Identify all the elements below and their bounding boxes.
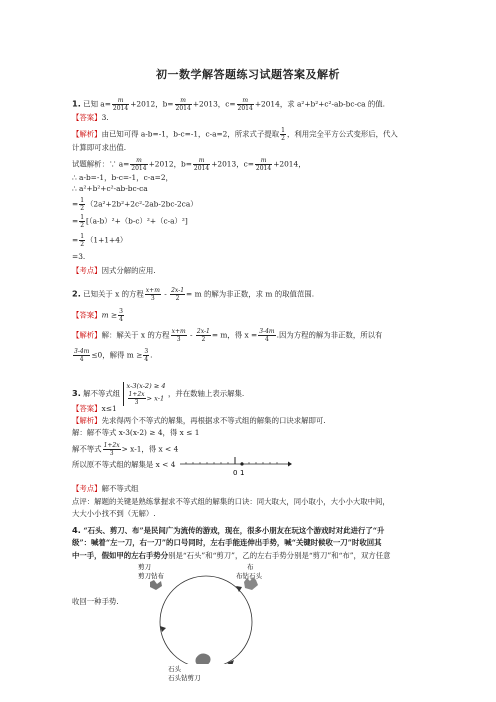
q1-solution-6: [72, 233, 127, 248]
arrow-head: [236, 586, 242, 592]
fraction: $\frac{m}{2014}$: [131, 157, 147, 172]
answer-value: m ≥: [101, 310, 118, 320]
fraction: $\frac{m}{2014}$: [112, 97, 129, 112]
fraction: $\frac{1}{2}$: [80, 233, 85, 248]
question-number: 2.: [72, 288, 81, 299]
q4-text: 中一手，假如甲的左右手势分: [72, 551, 169, 560]
fraction: $\frac{3-4m}{4}$: [259, 328, 275, 343]
solution-text: +2012，b=: [148, 159, 192, 169]
q4-statement-1: [72, 525, 384, 536]
answer-value: x≤1: [101, 404, 117, 413]
solution-text: =: [72, 216, 79, 226]
solution-text: [（a-b）²+（b-c）²+（c-a）²]: [86, 216, 188, 226]
q3-statement: [72, 382, 244, 406]
q1-text: +2012，b=: [130, 99, 174, 109]
fraction: $\frac{m}{2014}$: [175, 97, 191, 112]
question-number: 3.: [72, 388, 81, 398]
rock-paper-scissors-diagram: [136, 560, 272, 682]
q3-point: [72, 484, 139, 494]
fraction: $\frac{3}{4}$: [119, 308, 123, 323]
axis-label-zero: 0: [233, 469, 238, 476]
analysis-text: 解：解关于 x 的方程: [101, 330, 170, 340]
solution-text: 试题解析：∵ a=: [72, 159, 130, 169]
analysis-text: 由已知可得 a-b=-1，b-c=-1，c-a=2，所求式子提取: [101, 129, 280, 139]
analysis-tag: 【解析】: [72, 330, 102, 340]
q3-comment-cont: 大大小小找不到（无解）.: [72, 509, 156, 518]
fraction: $\frac{x+m}{3}$: [171, 328, 186, 343]
solution-text: +2013，c=: [211, 159, 254, 169]
analysis-text: .: [150, 350, 153, 360]
analysis-text: -: [187, 330, 195, 340]
solution-text: 解不等式: [72, 444, 102, 454]
point-text: 因式分解的应用.: [101, 266, 156, 275]
solution-text: > x-1，得 x < 4: [121, 444, 179, 454]
analysis-text: ，利用完全平方公式变形后，代入: [286, 129, 398, 139]
fraction: $\frac{m}{2014}$: [193, 157, 210, 172]
q4-text: “石头、剪刀、布”是民间广为流传的游戏，现在，很多小朋友在玩这个游戏时对此进行了“升: [83, 526, 385, 535]
q3-text: ，并在数轴上表示解集.: [167, 389, 245, 398]
point-text: 解不等式组: [101, 484, 139, 493]
analysis-text: = m，得 x =: [211, 330, 258, 340]
answer-tag: 【答案】: [72, 404, 102, 413]
solution-text: （2a²+2b²+2c²-2ab-2bc-2ca）: [86, 199, 198, 209]
q1-analysis: [72, 127, 398, 142]
solution-text: =: [72, 199, 79, 209]
fraction: $\frac{1}{2}$: [80, 214, 85, 229]
point-tag: 【考点】: [72, 266, 102, 275]
q1-solution-5: [72, 214, 188, 229]
label-rock-beats-scissors: 石头钻剪刀: [168, 674, 201, 682]
analysis-text: ≤0，解得 m ≥: [91, 350, 143, 360]
q1-solution-7: =3.: [72, 252, 86, 261]
fraction: $\frac{3}{4}$: [144, 348, 149, 363]
q3-solution-1: 解：解不等式 x-3(x-2) ≥ 4，得 x ≤ 1: [72, 428, 200, 437]
number-line: [180, 454, 292, 476]
axis-arrow: [288, 462, 292, 467]
q4-statement-4: 收回一种手势.: [72, 597, 119, 606]
q3-answer: [72, 404, 117, 414]
q2-text: -: [161, 289, 170, 299]
q2-text: = m 的解为非正数，求 m 的取值范围.: [186, 289, 315, 299]
q1-point: [72, 266, 156, 276]
q1-statement: [72, 97, 385, 112]
q3-comment: 点评：解题的关键是熟练掌握求不等式组的解集的口诀：同大取大，同小取小，大小小大取中间，: [72, 497, 390, 506]
q1-text: +2013，c=: [192, 99, 236, 109]
fraction: $\frac{x+m}{3}$: [145, 287, 160, 302]
q4-statement-2: 级”：喊着“左一刀，右一刀”的口号同时，左右手能连伸出手势，喊“关键时候收一刀”时收回其: [72, 538, 382, 547]
q1-answer: [72, 113, 109, 123]
q2-analysis-cont: [72, 348, 153, 363]
label-scissors-beats-paper: 剪刀钻布: [138, 572, 164, 580]
q2-analysis: [72, 328, 382, 343]
label-paper: 布: [247, 563, 254, 571]
fraction: $\frac{2x-1}{2}$: [171, 287, 185, 302]
question-number: 4.: [72, 525, 81, 535]
system-line: $\frac{1+2x}{3}$ > x-1: [128, 391, 165, 406]
fraction: $\frac{3-4m}{4}$: [74, 348, 90, 363]
solution-text: +2014，: [273, 159, 306, 169]
q3-analysis: [72, 416, 326, 426]
label-paper-beats-rock: 布钻石头: [236, 572, 262, 580]
answer-tag: 【答案】: [72, 113, 102, 122]
axis-label-one: 1: [240, 469, 245, 476]
fraction: $\frac{1+2x}{3}$: [128, 391, 145, 406]
fraction: $\frac{1}{2}$: [281, 127, 285, 142]
page-title: 初一数学解答题练习试题答案及解析: [156, 68, 340, 81]
q1-solution-3: ∴ a²+b²+c²-ab-bc-ca: [72, 184, 148, 193]
q3-solution-3: 所以原不等式组的解集是 x < 4: [72, 460, 176, 469]
analysis-text: 先求得两个不等式的解集，再根据求不等式组的解集的口诀求解即可.: [101, 416, 326, 425]
analysis-tag: 【解析】: [72, 129, 102, 139]
fraction: $\frac{m}{2014}$: [255, 157, 272, 172]
q1-text: 已知 a=: [83, 99, 111, 109]
q1-solution-2: ∴ a-b=-1，b-c=-1，c-a=2，: [72, 173, 173, 182]
fraction: $\frac{1+2x}{3}$: [103, 442, 120, 457]
label-scissors: 剪刀: [138, 563, 151, 571]
fraction: $\frac{1}{2}$: [80, 197, 85, 212]
solution-point: [240, 462, 243, 465]
q2-text: 已知关于 x 的方程: [83, 289, 144, 299]
analysis-text: .因为方程的解为非正数，所以有: [276, 330, 383, 340]
solution-text: =: [72, 235, 79, 245]
point-tag: 【考点】: [72, 484, 102, 493]
q2-statement: [72, 287, 314, 302]
q2-answer: [72, 308, 125, 323]
q4-text: 别是“石头”和“剪刀”，乙的左右手势分别是“剪刀”和“布”，双方任意: [168, 551, 391, 560]
analysis-tag: 【解析】: [72, 416, 102, 425]
solution-text: （1+1+4）: [86, 235, 128, 245]
q3-solution-2: [72, 442, 178, 457]
inequality-system: [123, 382, 166, 406]
label-rock: 石头: [168, 665, 181, 673]
system-line: x-3(x-2) ≥ 4: [126, 382, 166, 390]
fraction: $\frac{m}{2014}$: [237, 97, 253, 112]
q1-solution-4: [72, 197, 198, 212]
fraction: $\frac{2x-1}{2}$: [196, 328, 210, 343]
q1-text: +2014，求 a²+b²+c²-ab-bc-ca 的值.: [254, 99, 386, 109]
answer-tag: 【答案】: [72, 310, 102, 320]
q1-solution-1: [72, 157, 306, 172]
q3-text: 解不等式组: [83, 389, 121, 398]
answer-value: 3.: [101, 113, 109, 122]
question-number: 1.: [72, 98, 81, 109]
q1-analysis-cont: 计算即可求出值.: [72, 143, 127, 152]
